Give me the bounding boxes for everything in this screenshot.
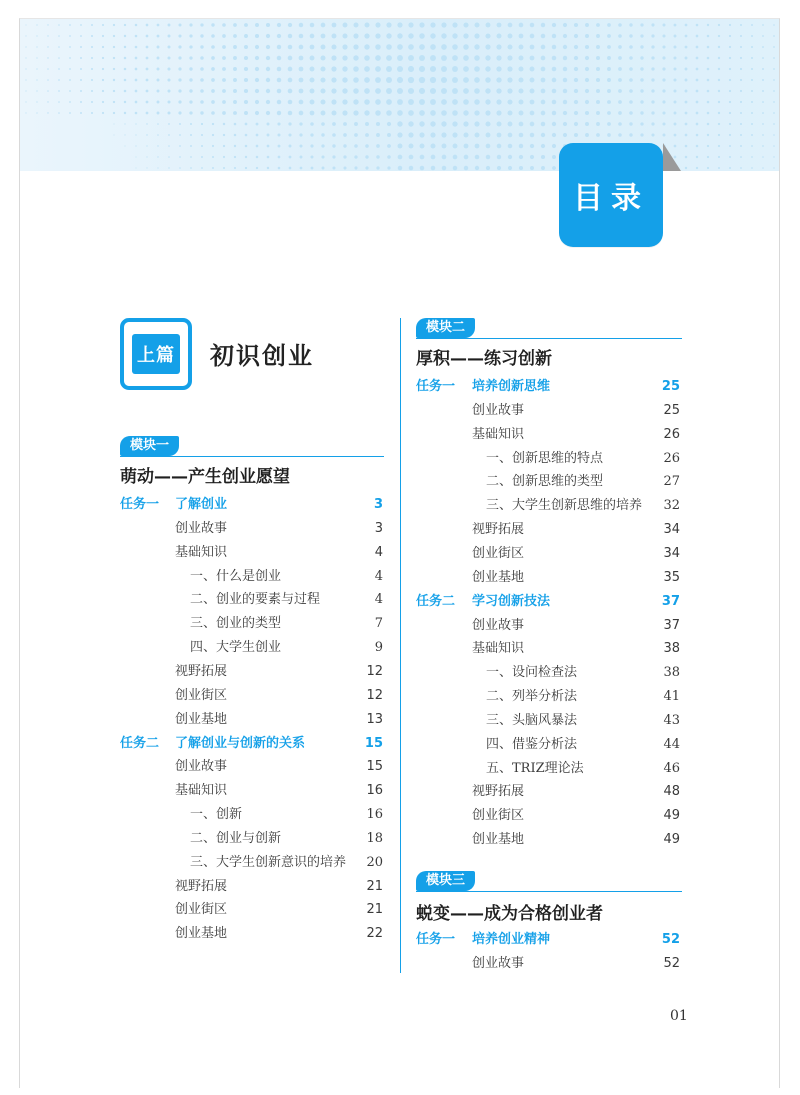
subsection-title: 一、设问检查法 <box>486 665 578 681</box>
module-title-2: 厚积——练习创新 <box>416 349 552 369</box>
toc-entry[interactable] <box>175 521 383 537</box>
module-title-3: 蜕变——成为合格创业者 <box>416 904 603 924</box>
toc-entry[interactable] <box>175 545 383 561</box>
module-tag-2: 模块二 <box>416 318 475 338</box>
toc-entry[interactable] <box>190 831 383 847</box>
page-ref: 12 <box>366 687 383 703</box>
toc-entry[interactable] <box>486 451 680 467</box>
toc-entry[interactable] <box>472 618 680 634</box>
subsection-title: 二、创业的要素与过程 <box>190 592 321 608</box>
page-ref: 48 <box>663 784 680 800</box>
toc-entry[interactable] <box>175 926 383 942</box>
page-ref: 4 <box>374 592 383 608</box>
section-title: 创业故事 <box>175 759 228 775</box>
page-number: 01 <box>670 1008 688 1024</box>
toc-entry[interactable] <box>472 808 680 824</box>
task-title: 培养创新思维 <box>472 379 551 394</box>
toc-entry[interactable] <box>472 403 680 419</box>
toc-entry[interactable] <box>486 665 680 681</box>
page-ref: 16 <box>366 807 383 823</box>
toc-title-tab <box>559 143 663 247</box>
toc-entry[interactable] <box>190 855 383 871</box>
page-ref: 25 <box>661 379 680 394</box>
page-ref: 3 <box>374 520 383 536</box>
subsection-title: 二、列举分析法 <box>486 689 578 705</box>
toc-entry[interactable] <box>175 902 383 918</box>
page-ref: 25 <box>663 402 680 418</box>
page-ref: 15 <box>364 735 383 751</box>
page-ref: 4 <box>374 544 383 560</box>
toc-entry[interactable] <box>175 879 383 895</box>
page-ref: 4 <box>374 568 383 584</box>
section-title: 创业街区 <box>472 808 525 824</box>
subsection-title: 三、头脑风暴法 <box>486 712 578 728</box>
section-title: 基础知识 <box>472 641 525 657</box>
page-ref: 38 <box>663 641 680 657</box>
task-label: 任务一 <box>416 379 456 394</box>
page-ref: 26 <box>663 450 680 466</box>
page-ref: 43 <box>663 712 680 728</box>
part-title: 初识创业 <box>210 342 314 370</box>
section-title: 基础知识 <box>175 544 228 560</box>
page-ref: 35 <box>663 569 680 585</box>
page-ref: 7 <box>374 616 383 632</box>
subsection-title: 五、TRIZ理论法 <box>486 760 584 776</box>
task-title: 培养创业精神 <box>472 932 551 947</box>
section-title: 视野拓展 <box>175 663 228 679</box>
section-title: 基础知识 <box>472 426 525 442</box>
toc-entry[interactable] <box>486 713 680 729</box>
section-title: 创业街区 <box>472 545 525 561</box>
page-ref: 3 <box>373 497 383 512</box>
page-ref: 9 <box>374 640 383 656</box>
page-ref: 20 <box>366 854 383 870</box>
section-title: 创业故事 <box>175 520 228 536</box>
toc-entry[interactable] <box>175 712 383 728</box>
subsection-title: 一、什么是创业 <box>190 568 282 584</box>
task-label: 任务一 <box>416 932 456 947</box>
page-ref: 13 <box>366 711 383 727</box>
part-badge: 上篇 <box>132 334 180 374</box>
toc-entry[interactable] <box>472 784 680 800</box>
section-title: 视野拓展 <box>175 878 228 894</box>
toc-entry[interactable] <box>472 832 680 848</box>
task-title: 了解创业 <box>175 497 228 512</box>
page-ref: 37 <box>661 593 680 609</box>
subsection-title: 一、创新思维的特点 <box>486 450 604 466</box>
page-ref: 34 <box>663 545 680 561</box>
page-ref: 49 <box>663 808 680 824</box>
toc-entry[interactable] <box>190 616 383 632</box>
task-title: 学习创新技法 <box>472 593 551 609</box>
toc-entry[interactable] <box>486 474 680 490</box>
subsection-title: 四、借鉴分析法 <box>486 736 578 752</box>
toc-entry[interactable] <box>190 640 383 656</box>
toc-entry[interactable] <box>190 592 383 608</box>
page-ref: 52 <box>661 932 680 947</box>
subsection-title: 四、大学生创业 <box>190 640 282 656</box>
page-ref: 21 <box>366 902 383 918</box>
toc-entry[interactable] <box>416 594 680 610</box>
section-title: 创业基地 <box>175 711 228 727</box>
toc-entry[interactable] <box>486 498 680 514</box>
toc-entry[interactable] <box>190 807 383 823</box>
section-title: 创业故事 <box>472 402 525 418</box>
page-ref: 18 <box>366 830 383 846</box>
page-ref: 38 <box>663 665 680 681</box>
toc-entry[interactable] <box>120 736 383 752</box>
page-ref: 37 <box>663 617 680 633</box>
module-rule-3 <box>416 891 682 892</box>
page-ref: 41 <box>663 689 680 705</box>
task-title: 了解创业与创新的关系 <box>175 735 306 751</box>
page-ref: 46 <box>663 760 680 776</box>
toc-entry[interactable] <box>416 932 680 948</box>
section-title: 创业基地 <box>472 832 525 848</box>
toc-entry[interactable] <box>120 497 383 513</box>
toc-title: 目录 <box>573 181 649 216</box>
page-ref: 15 <box>366 759 383 775</box>
page-ref: 49 <box>663 832 680 848</box>
module-title-1: 萌动——产生创业愿望 <box>120 467 290 487</box>
section-title: 视野拓展 <box>472 784 525 800</box>
subsection-title: 三、大学生创新意识的培养 <box>190 854 347 870</box>
module-tag-3: 模块三 <box>416 871 475 891</box>
task-label: 任务一 <box>120 497 160 512</box>
subsection-title: 一、创新 <box>190 807 243 823</box>
section-title: 基础知识 <box>175 783 228 799</box>
page-ref: 52 <box>663 955 680 971</box>
toc-entry[interactable] <box>416 379 680 395</box>
module-rule-2 <box>416 338 682 339</box>
toc-entry[interactable] <box>175 688 383 704</box>
page-ref: 34 <box>663 522 680 538</box>
subsection-title: 三、创业的类型 <box>190 616 282 632</box>
toc-entry[interactable] <box>486 737 680 753</box>
section-title: 创业街区 <box>175 902 228 918</box>
toc-entry[interactable] <box>472 956 680 972</box>
task-label: 任务二 <box>416 593 456 609</box>
subsection-title: 三、大学生创新思维的培养 <box>486 498 643 514</box>
toc-entry[interactable] <box>472 427 680 443</box>
subsection-title: 二、创新思维的类型 <box>486 474 604 490</box>
task-label: 任务二 <box>120 735 160 751</box>
toc-entry[interactable] <box>175 759 383 775</box>
toc-entry[interactable] <box>472 641 680 657</box>
toc-entry[interactable] <box>190 569 383 585</box>
section-title: 创业基地 <box>175 926 228 942</box>
page-ref: 26 <box>663 426 680 442</box>
toc-entry[interactable] <box>472 570 680 586</box>
page-ref: 32 <box>663 498 680 514</box>
section-title: 创业故事 <box>472 617 525 633</box>
page-ref: 22 <box>366 926 383 942</box>
page-ref: 21 <box>366 878 383 894</box>
module-tag-1: 模块一 <box>120 436 179 456</box>
page-ref: 16 <box>366 783 383 799</box>
section-title: 视野拓展 <box>472 522 525 538</box>
page-ref: 12 <box>366 663 383 679</box>
section-title: 创业基地 <box>472 569 525 585</box>
page-ref: 44 <box>663 736 680 752</box>
subsection-title: 二、创业与创新 <box>190 830 282 846</box>
toc-entry[interactable] <box>486 689 680 705</box>
section-title: 创业街区 <box>175 687 228 703</box>
toc-entry[interactable] <box>472 546 680 562</box>
tab-fold-corner <box>663 143 681 171</box>
module-rule-1 <box>120 456 384 457</box>
section-title: 创业故事 <box>472 955 525 971</box>
toc-entry[interactable] <box>472 522 680 538</box>
toc-entry[interactable] <box>175 783 383 799</box>
toc-entry[interactable] <box>486 761 680 777</box>
part-badge-frame <box>120 318 192 390</box>
column-divider <box>400 318 401 973</box>
toc-entry[interactable] <box>175 664 383 680</box>
page-ref: 27 <box>663 474 680 490</box>
